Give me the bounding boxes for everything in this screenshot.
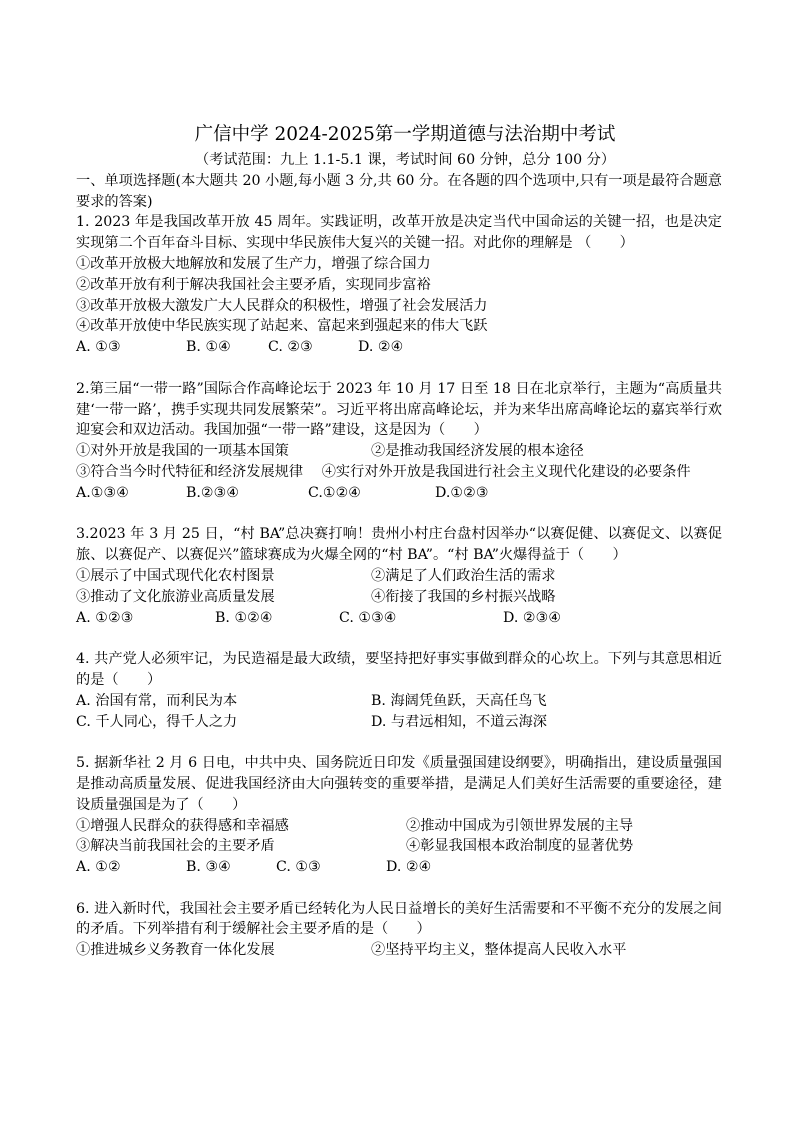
option-c[interactable]: C. ②③: [268, 339, 313, 356]
exam-subtitle: （考试范围：九上 1.1-5.1 课，考试时间 60 分钟，总分 100 分）: [194, 152, 616, 168]
option-b[interactable]: B.②③④: [186, 484, 240, 501]
item-row: [76, 940, 722, 961]
section-heading: 一、单项选择题(本大题共 20 小题,每小题 3 分,共 60 分。在各题的四个选项中,只有一项是最符合题意要求的答案): [76, 172, 722, 210]
question-item: ④改革开放使中华民族实现了站起来、富起来到强起来的伟大飞跃: [76, 318, 488, 335]
question-item: ③符合当今时代特征和经济发展规律: [76, 463, 304, 480]
item-row: [76, 816, 722, 837]
question-stem: 4. 共产党人必须牢记，为民造福是最大政绩，要坚持把好事实事做到群众的心坎上。下列与其意思相近的是（ ）: [76, 651, 722, 688]
question-stem: 6. 进入新时代，我国社会主要矛盾已经转化为人民日益增长的美好生活需要和不平衡不充分的发展之间的矛盾。下列举措有利于缓解社会主要矛盾的是（ ）: [76, 900, 722, 938]
item-row: [76, 836, 722, 857]
question-3: [76, 524, 722, 628]
question-item: ④衔接了我国的乡村振兴战略: [371, 588, 556, 605]
question-4: [76, 649, 722, 732]
question-1: [76, 212, 722, 358]
question-item: ①改革开放极大地解放和发展了生产力，增强了综合国力: [76, 255, 431, 272]
question-item: ②是推动我国经济发展的根本途径: [371, 443, 584, 460]
question-item: ④实行对外开放是我国进行社会主义现代化建设的必要条件: [321, 463, 691, 480]
question-item: ①展示了中国式现代化农村图景: [76, 567, 275, 584]
option-a[interactable]: A. ①②③: [76, 609, 134, 626]
question-item: ①增强人民群众的获得感和幸福感: [76, 817, 289, 834]
question-stem: 5. 据新华社 2 月 6 日电，中共中央、国务院近日印发《质量强国建设纲要》，明确指出，建设质量强国是推动高质量发展、促进我国经济由大向强转变的重要举措，是满足人们美好生活需要的重要途径，建设质量强国是为了（ ）: [76, 755, 722, 813]
item-row: [76, 462, 722, 483]
question-item: ②坚持平均主义，整体提高人民收入水平: [371, 942, 627, 959]
option-b[interactable]: B. ①④: [186, 339, 231, 356]
option-a[interactable]: A. ①③: [76, 339, 121, 356]
option-b[interactable]: B. ①②④: [215, 609, 273, 626]
option-c[interactable]: C. ①③④: [339, 609, 397, 626]
option-a[interactable]: A. ①②: [76, 859, 121, 876]
question-item: ①推进城乡义务教育一体化发展: [76, 942, 275, 959]
item-row: [76, 587, 722, 608]
question-item: ③推动了文化旅游业高质量发展: [76, 588, 275, 605]
question-stem: 1. 2023 年是我国改革开放 45 周年。实践证明，改革开放是决定当代中国命运的关键一招，也是决定实现第二个百年奋斗目标、实现中华民族伟大复兴的关键一招。对此你的理解是 （ ）: [76, 214, 722, 252]
question-item: ①对外开放是我国的一项基本国策: [76, 443, 289, 460]
answer-options: [76, 483, 722, 504]
option-b[interactable]: B. ③④: [186, 859, 231, 876]
option-row: [76, 691, 722, 712]
item-row: [76, 566, 722, 587]
option-a[interactable]: A. 治国有常，而利民为本: [76, 692, 238, 709]
option-b[interactable]: B. 海阔凭鱼跃，天高任鸟飞: [371, 692, 547, 709]
answer-options: [76, 857, 722, 878]
question-item: ④彰显我国根本政治制度的显著优势: [406, 838, 634, 855]
question-stem: 3.2023 年 3 月 25 日，“村 BA”总决赛打响！贵州小村庄台盘村因举办“以赛促健、以赛促文、以赛促旅、以赛促产、以赛促兴”篮球赛成为火爆全网的“村 BA”。“村 BA”火爆得益于（ ）: [76, 526, 722, 564]
question-item: ②满足了人们政治生活的需求: [371, 567, 556, 584]
question-6: [76, 899, 722, 961]
option-row: [76, 712, 722, 733]
option-c[interactable]: C. ①③: [276, 859, 321, 876]
answer-options: [76, 608, 722, 629]
question-2: [76, 379, 722, 504]
option-d[interactable]: D. ②③④: [503, 609, 562, 626]
question-item: ②推动中国成为引领世界发展的主导: [406, 817, 634, 834]
option-c[interactable]: C. 千人同心，得千人之力: [76, 713, 238, 730]
question-item: ②改革开放有利于解决我国社会主要矛盾，实现同步富裕: [76, 276, 431, 293]
question-item: ③解决当前我国社会的主要矛盾: [76, 838, 275, 855]
question-item: ③改革开放极大激发广大人民群众的积极性，增强了社会发展活力: [76, 297, 488, 314]
option-c[interactable]: C.①②④: [308, 484, 362, 501]
option-d[interactable]: D. ②④: [386, 859, 432, 876]
answer-options: [76, 337, 722, 358]
item-row: [76, 441, 722, 462]
exam-title: 广信中学 2024-2025第一学期道德与法治期中考试: [194, 124, 616, 145]
option-d[interactable]: D. ②④: [358, 339, 404, 356]
option-a[interactable]: A.①③④: [76, 484, 129, 501]
exam-page: [76, 122, 722, 961]
question-stem: 2.第三届“一带一路”国际合作高峰论坛于 2023 年 10 月 17 日至 18 日在北京举行，主题为“高质量共建‘一带一路’，携手实现共同发展繁荣”。习近平将出席高峰论坛，并为来华出席高峰论坛的嘉宾举行欢迎宴会和双边活动。我国加强“一带一路”建设，这是因为（ ）: [76, 380, 722, 439]
option-d[interactable]: D. 与君远相知，不道云海深: [371, 713, 547, 730]
question-5: [76, 753, 722, 878]
option-d[interactable]: D.①②③: [435, 484, 489, 501]
